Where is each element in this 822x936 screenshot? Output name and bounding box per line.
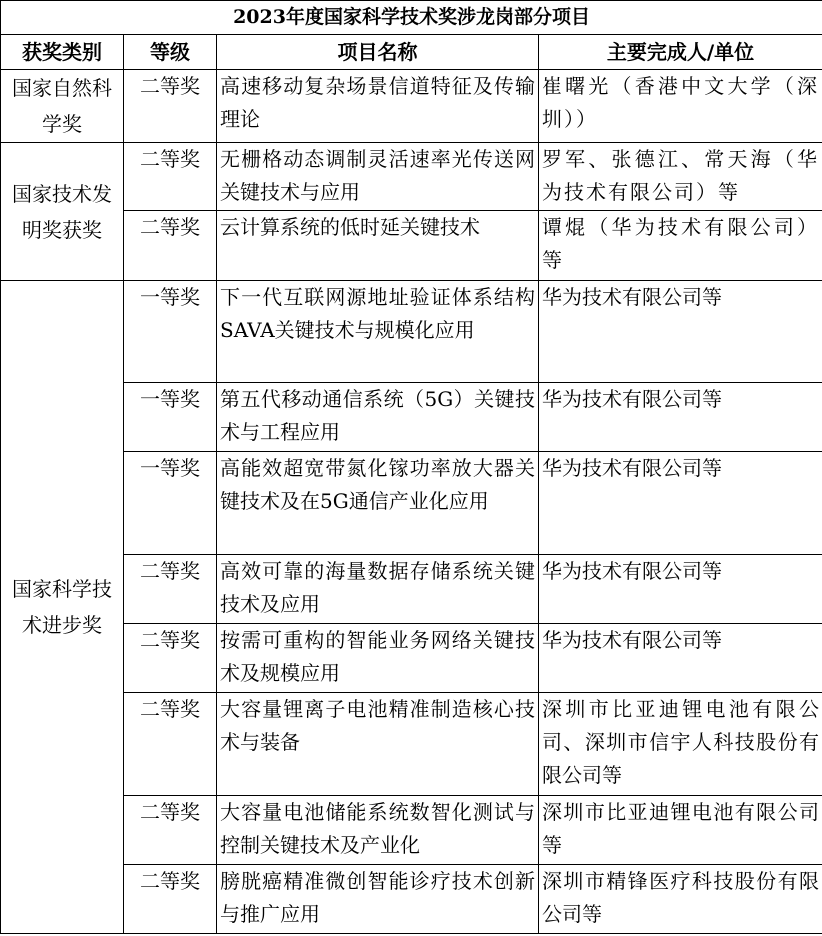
project-cell: 云计算系统的低时延关键技术 (217, 211, 539, 281)
winners-cell: 深圳市精锋医疗科技股份有限公司等 (539, 865, 822, 934)
winners-cell: 华为技术有限公司等 (539, 624, 822, 693)
title-row (1, 1, 822, 35)
table-row (1, 624, 822, 693)
project-cell: 高能效超宽带氮化镓功率放大器关键技术及在5G通信产业化应用 (217, 452, 539, 555)
project-cell: 高效可靠的海量数据存储系统关键技术及应用 (217, 555, 539, 624)
winners-cell: 华为技术有限公司等 (539, 452, 822, 555)
category-cell: 国家自然科学奖 (1, 70, 124, 143)
table-row (1, 143, 822, 211)
header-winners: 主要完成人/单位 (539, 35, 822, 70)
table-row (1, 452, 822, 555)
level-cell: 二等奖 (124, 143, 217, 211)
level-cell: 二等奖 (124, 555, 217, 624)
table-row (1, 865, 822, 934)
header-category: 获奖类别 (1, 35, 124, 70)
level-cell: 一等奖 (124, 383, 217, 452)
winners-cell: 崔曙光（香港中文大学（深圳）） (539, 70, 822, 143)
level-cell: 二等奖 (124, 693, 217, 796)
level-cell: 二等奖 (124, 865, 217, 934)
level-cell: 二等奖 (124, 211, 217, 281)
header-level: 等级 (124, 35, 217, 70)
winners-cell: 华为技术有限公司等 (539, 555, 822, 624)
winners-cell: 罗军、张德江、常天海（华为技术有限公司）等 (539, 143, 822, 211)
project-cell: 按需可重构的智能业务网络关键技术及规模应用 (217, 624, 539, 693)
table-row (1, 555, 822, 624)
project-cell: 大容量电池储能系统数智化测试与控制关键技术及产业化 (217, 796, 539, 865)
category-cell: 国家科学技术进步奖 (1, 281, 124, 934)
table-row (1, 281, 822, 383)
winners-cell: 谭焜（华为技术有限公司）等 (539, 211, 822, 281)
project-cell: 膀胱癌精准微创智能诊疗技术创新与推广应用 (217, 865, 539, 934)
project-cell: 大容量锂离子电池精准制造核心技术与装备 (217, 693, 539, 796)
project-cell: 下一代互联网源地址验证体系结构SAVA关键技术与规模化应用 (217, 281, 539, 383)
project-cell: 第五代移动通信系统（5G）关键技术与工程应用 (217, 383, 539, 452)
project-cell: 高速移动复杂场景信道特征及传输理论 (217, 70, 539, 143)
header-row (1, 35, 822, 70)
winners-cell: 华为技术有限公司等 (539, 383, 822, 452)
level-cell: 一等奖 (124, 281, 217, 383)
winners-cell: 华为技术有限公司等 (539, 281, 822, 383)
table-row (1, 70, 822, 143)
level-cell: 一等奖 (124, 452, 217, 555)
winners-cell: 深圳市比亚迪锂电池有限公司、深圳市信宇人科技股份有限公司等 (539, 693, 822, 796)
table-row (1, 211, 822, 281)
category-cell: 国家技术发明奖获奖 (1, 143, 124, 281)
level-cell: 二等奖 (124, 624, 217, 693)
header-project: 项目名称 (217, 35, 539, 70)
project-cell: 无栅格动态调制灵活速率光传送网关键技术与应用 (217, 143, 539, 211)
table-title: 2023年度国家科学技术奖涉龙岗部分项目 (1, 1, 822, 35)
table-row (1, 383, 822, 452)
level-cell: 二等奖 (124, 70, 217, 143)
level-cell: 二等奖 (124, 796, 217, 865)
table-row (1, 693, 822, 796)
winners-cell: 深圳市比亚迪锂电池有限公司等 (539, 796, 822, 865)
table-row (1, 796, 822, 865)
